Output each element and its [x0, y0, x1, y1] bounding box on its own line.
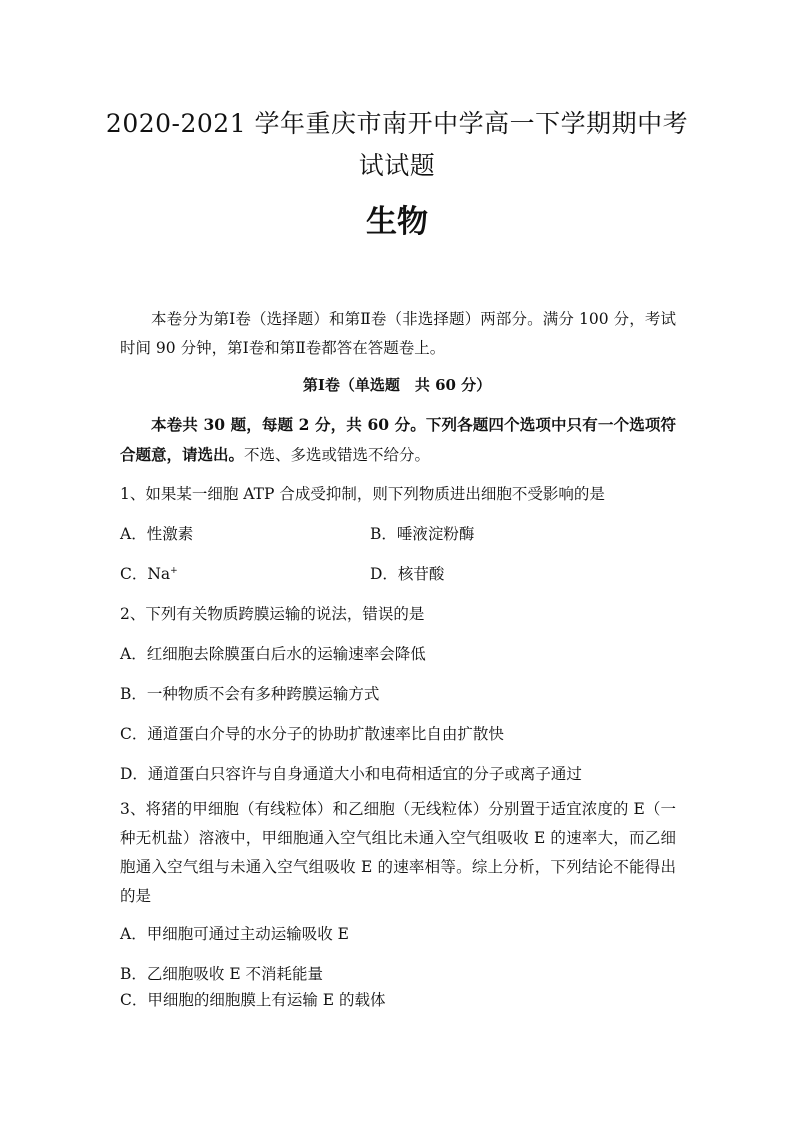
subject-title: 生物 — [366, 204, 428, 240]
section-heading: 第Ⅰ卷（单选题 共 60 分） — [302, 376, 492, 394]
question-3-option-b: B．乙细胞吸收 E 不消耗能量 — [120, 965, 324, 983]
question-3-option-c: C．甲细胞的细胞膜上有运输 E 的载体 — [120, 991, 386, 1009]
exam-title-line2: 试试题 — [358, 151, 436, 180]
question-1-option-d: D．核苷酸 — [370, 565, 445, 583]
question-3-option-a: A．甲细胞可通过主动运输吸收 E — [120, 925, 349, 943]
question-1-option-a: A．性激素 — [120, 525, 194, 543]
question-3-stem: 3、将猪的甲细胞（有线粒体）和乙细胞（无线粒体）分别置于适宜浓度的 E（一种无机盐）溶液中，甲细胞通入空气组比未通入空气组吸收 E 的速率大，而乙细胞通入空气组与未通入空气组吸收 E 的速率相等。综上分析，下列结论不能得出的是 — [120, 800, 676, 905]
question-2-option-b: B．一种物质不会有多种跨膜运输方式 — [120, 685, 380, 703]
option-c-text: C．Na — [120, 565, 171, 583]
question-1-option-b: B．唾液淀粉酶 — [370, 525, 475, 543]
exam-intro: 本卷分为第Ⅰ卷（选择题）和第Ⅱ卷（非选择题）两部分。满分 100 分，考试时间 90 分钟，第Ⅰ卷和第Ⅱ卷都答在答题卷上。 — [120, 310, 676, 357]
instruction-bold: 本卷共 30 题，每题 2 分，共 60 分。下列各题四个选项中只有一个选项符合题意，请选出。 — [120, 415, 676, 464]
question-2-option-a: A．红细胞去除膜蛋白后水的运输速率会降低 — [120, 645, 426, 663]
question-1-stem: 1、如果某一细胞 ATP 合成受抑制，则下列物质进出细胞不受影响的是 — [120, 485, 605, 503]
section-instruction — [120, 410, 676, 470]
question-1-option-c — [120, 562, 178, 584]
question-2-stem: 2、下列有关物质跨膜运输的说法，错误的是 — [120, 605, 425, 623]
instruction-rest: 不选、多选或错选不给分。 — [244, 446, 431, 464]
exam-title-line1: 2020-2021 学年重庆市南开中学高一下学期期中考 — [105, 109, 689, 138]
question-2-option-c: C．通道蛋白介导的水分子的协助扩散速率比自由扩散快 — [120, 725, 504, 743]
question-2-option-d: D．通道蛋白只容许与自身通道大小和电荷相适宜的分子或离子通过 — [120, 765, 582, 783]
sodium-charge: + — [170, 565, 178, 576]
